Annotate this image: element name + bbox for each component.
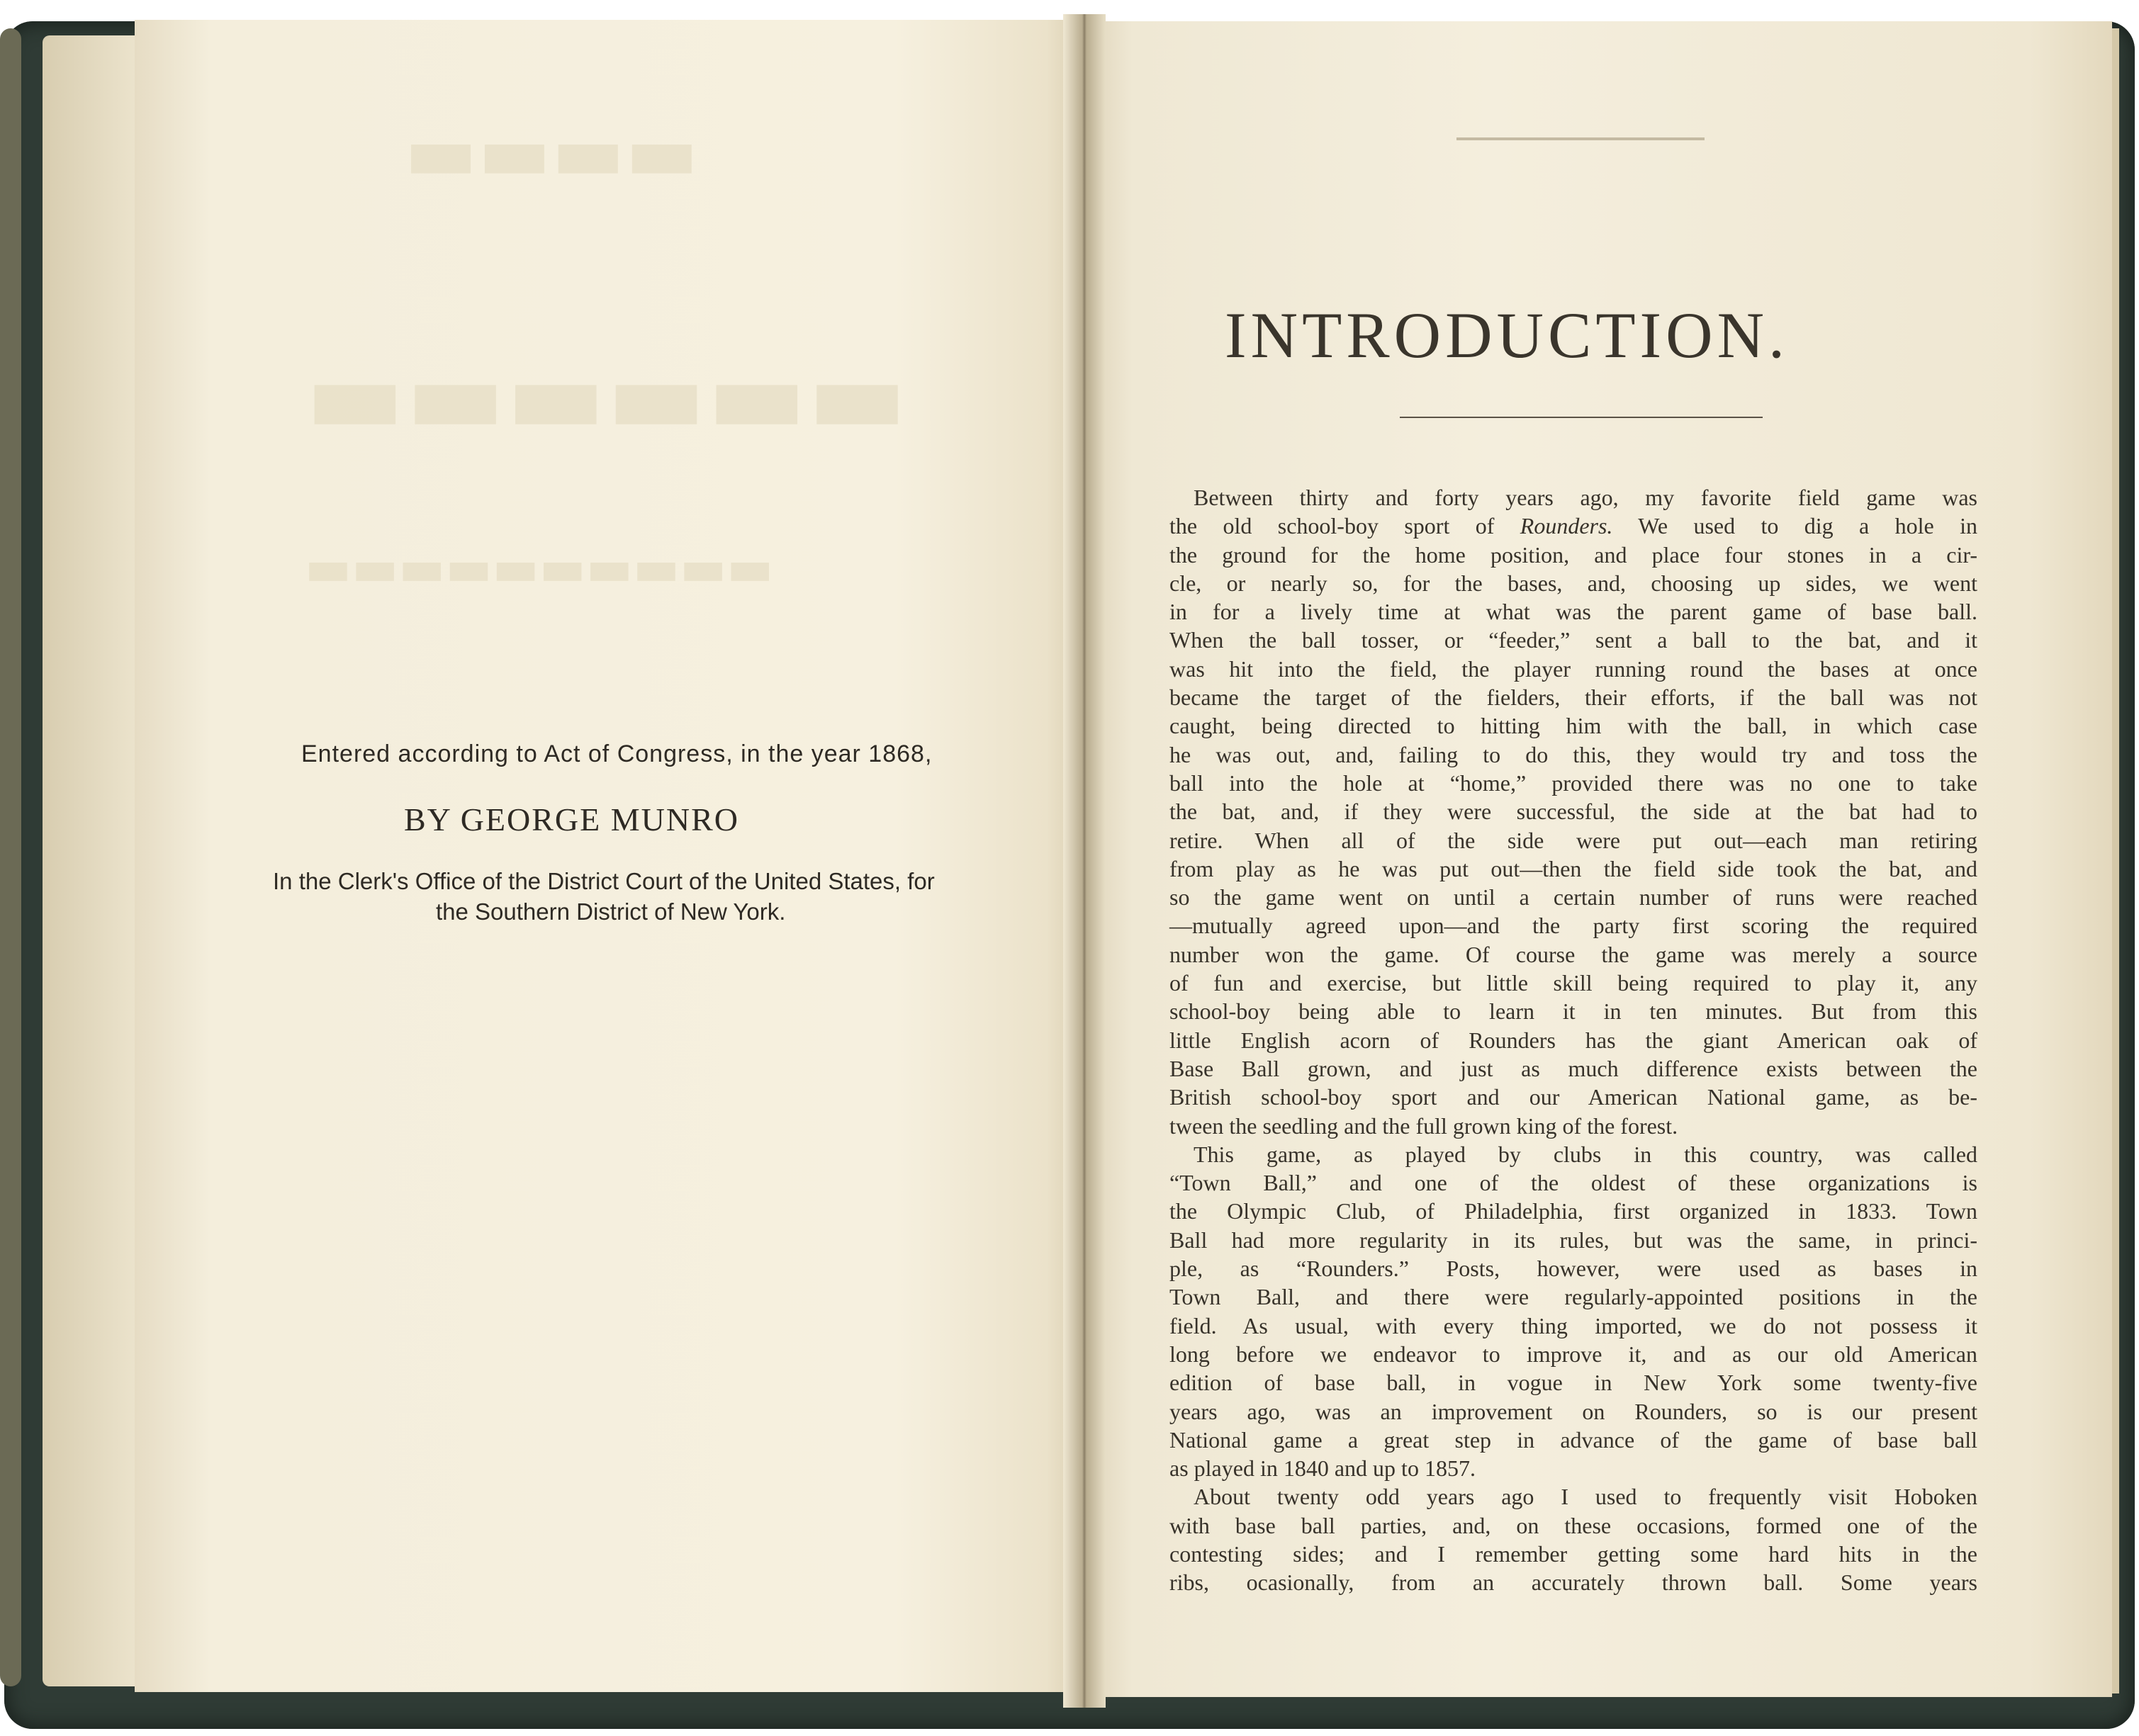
book-gutter (1063, 14, 1106, 1708)
chapter-heading: INTRODUCTION. (1225, 299, 1790, 371)
text-line: from play as he was put out—then the field side took the bat, and (1169, 855, 1977, 881)
bleed-through-subtitle: ▬▬▬▬▬▬▬▬▬▬ (305, 539, 774, 597)
text-line: years ago, was an improvement on Rounders, so is our present (1169, 1398, 1977, 1424)
text-line: About twenty odd years ago I used to frequently visit Hoboken (1194, 1484, 1977, 1510)
text-line: the bat, and, if they were successful, the side at the bat had to (1169, 799, 1977, 825)
top-ornament-rule (1456, 137, 1705, 140)
bleed-through-large: ▬▬▬▬▬▬ (305, 333, 908, 458)
text-line: with base ball parties, and, on these occasions, formed one of the (1169, 1512, 1977, 1538)
text-line: school-boy being able to learn it in ten minutes. But from this (1169, 998, 1977, 1025)
text-line: When the ball tosser, or “feeder,” sent a ball to the bat, and it (1169, 627, 1977, 653)
text-line: became the target of the fielders, their efforts, if the ball was not (1169, 684, 1977, 711)
text-line (1169, 512, 1977, 540)
publisher-byline: BY GEORGE MUNRO (404, 801, 739, 838)
text-line: so the game went on until a certain number of runs were reached (1169, 884, 1977, 911)
copyright-notice: Entered according to Act of Congress, in the year 1868, (301, 740, 933, 767)
left-page-stack (43, 35, 149, 1686)
text-line: National game a great step in advance of the game of base ball (1169, 1426, 1977, 1453)
text-line: contesting sides; and I remember getting some hard hits in the (1169, 1540, 1977, 1567)
heading-rule (1400, 417, 1763, 418)
text-line: Base Ball grown, and just as much difference exists between the (1169, 1055, 1977, 1081)
text-line: long before we endeavor to improve it, and as our old American (1169, 1341, 1977, 1367)
text-line: ple, as “Rounders.” Posts, however, were used as bases in (1169, 1256, 1977, 1282)
left-page (135, 20, 1084, 1692)
text-line: as played in 1840 and up to 1857. (1169, 1455, 1476, 1482)
text-line-part: We used to dig a hole in (1612, 513, 1978, 539)
introduction-body (1169, 483, 1977, 1597)
clerk-office-line-2: the Southern District of New York. (436, 898, 786, 925)
text-line: little English acorn of Rounders has the giant American oak of (1169, 1027, 1977, 1053)
text-line: ribs, ocasionally, from an accurately thrown ball. Some years (1169, 1569, 1977, 1596)
text-line: tween the seedling and the full grown king of the forest. (1169, 1112, 1678, 1139)
text-line: Between thirty and forty years ago, my favorite field game was (1194, 485, 1977, 510)
text-line: British school-boy sport and our American National game, as be- (1169, 1084, 1977, 1110)
text-line: retire. When all of the side were put out—each man retiring (1169, 827, 1977, 853)
text-line: ball into the hole at “home,” provided there was no one to take (1169, 770, 1977, 796)
text-line: he was out, and, failing to do this, they would try and toss the (1169, 741, 1977, 767)
text-line: cle, or nearly so, for the bases, and, choosing up sides, we went (1169, 570, 1977, 596)
text-line: caught, being directed to hitting him with the ball, in which case (1169, 713, 1977, 739)
text-line: the ground for the home position, and place four stones in a cir- (1169, 541, 1977, 568)
text-italic-rounders: Rounders. (1520, 513, 1613, 539)
text-line: —mutually agreed upon—and the party first scoring the required (1169, 913, 1977, 939)
text-line: Town Ball, and there were regularly-appointed positions in the (1169, 1284, 1977, 1310)
text-line: Ball had more regularity in its rules, but was the same, in princi- (1169, 1227, 1977, 1253)
clerk-office-line-1: In the Clerk's Office of the District Court of the United States, for (273, 868, 935, 894)
text-line: edition of base ball, in vogue in New York some twenty-five (1169, 1370, 1977, 1396)
text-line: in for a lively time at what was the parent game of base ball. (1169, 599, 1977, 625)
text-line: number won the game. Of course the game was merely a source (1169, 941, 1977, 967)
bleed-through-title: ▬▬▬▬ (404, 106, 699, 198)
text-line: field. As usual, with every thing imported, we do not possess it (1169, 1312, 1977, 1338)
text-line-part: the old school-boy sport of (1169, 513, 1520, 539)
cover-spine-edge (0, 28, 21, 1686)
text-line: of fun and exercise, but little skill being required to play it, any (1169, 970, 1977, 996)
text-line: “Town Ball,” and one of the oldest of these organizations is (1169, 1170, 1977, 1196)
text-line: the Olympic Club, of Philadelphia, first organized in 1833. Town (1169, 1198, 1977, 1224)
text-line: This game, as played by clubs in this country, was called (1194, 1141, 1977, 1167)
text-line: was hit into the field, the player running round the bases at once (1169, 655, 1977, 682)
